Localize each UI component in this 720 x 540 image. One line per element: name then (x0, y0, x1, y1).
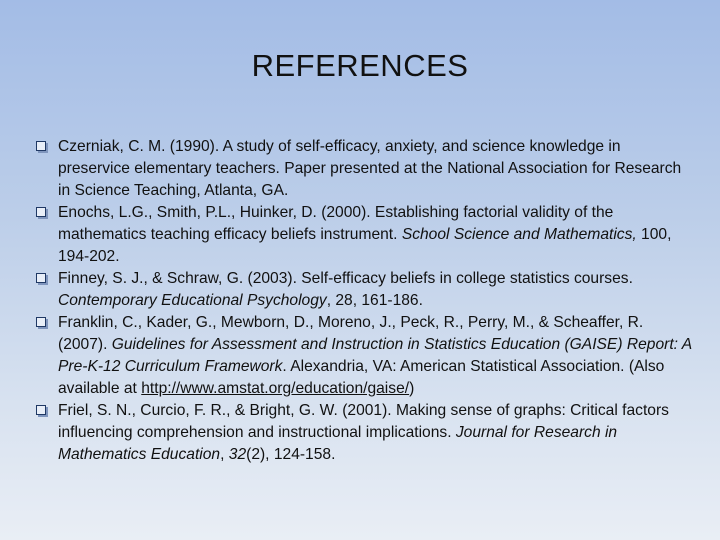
slide-title: REFERENCES (251, 48, 469, 83)
reference-item (36, 202, 696, 268)
reference-separator: , (220, 446, 229, 463)
reference-list (36, 136, 696, 466)
reference-text: Friel, S. N., Curcio, F. R., & Bright, G. W. (2001). Making sense of graphs: Critical factors influencing comprehension and instructional implications. (58, 402, 669, 441)
journal-volume: 32 (228, 446, 247, 463)
checkbox-bullet-icon (36, 405, 46, 415)
journal-title: Contemporary Educational Psychology (58, 292, 327, 309)
reference-text: Franklin, C., Kader, G., Mewborn, D., Moreno, J., Peck, R., Perry, M., & Scheaffer, R. (2007). (58, 314, 644, 353)
reference-text: Czerniak, C. M. (1990). A study of self-efficacy, anxiety, and science knowledge in preservice elementary teachers. Paper presented at the National Association for Research in Science Teaching, Atlanta, GA. (58, 138, 682, 199)
journal-title: School Science and Mathematics, (401, 226, 637, 243)
reference-link[interactable]: http://www.amstat.org/education/gaise/ (141, 380, 410, 397)
checkbox-bullet-icon (36, 207, 46, 217)
checkbox-bullet-icon (36, 273, 46, 283)
reference-item (36, 136, 696, 202)
reference-publisher: . Alexandria, VA: American Statistical Association. (Also available at (58, 358, 665, 397)
reference-text: Finney, S. J., & Schraw, G. (2003). Self-efficacy beliefs in college statistics courses. (58, 270, 633, 287)
reference-item (36, 312, 696, 400)
reference-citation: , 28, 161-186. (326, 292, 423, 309)
reference-citation: (2), 124-158. (246, 446, 336, 463)
reference-item (36, 400, 696, 466)
report-title: Guidelines for Assessment and Instruction in Statistics Education (GAISE) Report: A Pre-K-12 Curriculum Framework (58, 336, 692, 375)
reference-citation: 100, 194-202. (58, 226, 672, 265)
checkbox-bullet-icon (36, 317, 46, 327)
reference-item (36, 268, 696, 312)
reference-text: Enochs, L.G., Smith, P.L., Huinker, D. (2000). Establishing factorial validity of the mathematics teaching efficacy beliefs instrument. (58, 204, 614, 243)
checkbox-bullet-icon (36, 141, 46, 151)
journal-title: Journal for Research in Mathematics Education (58, 424, 618, 463)
reference-close: ) (409, 380, 415, 397)
